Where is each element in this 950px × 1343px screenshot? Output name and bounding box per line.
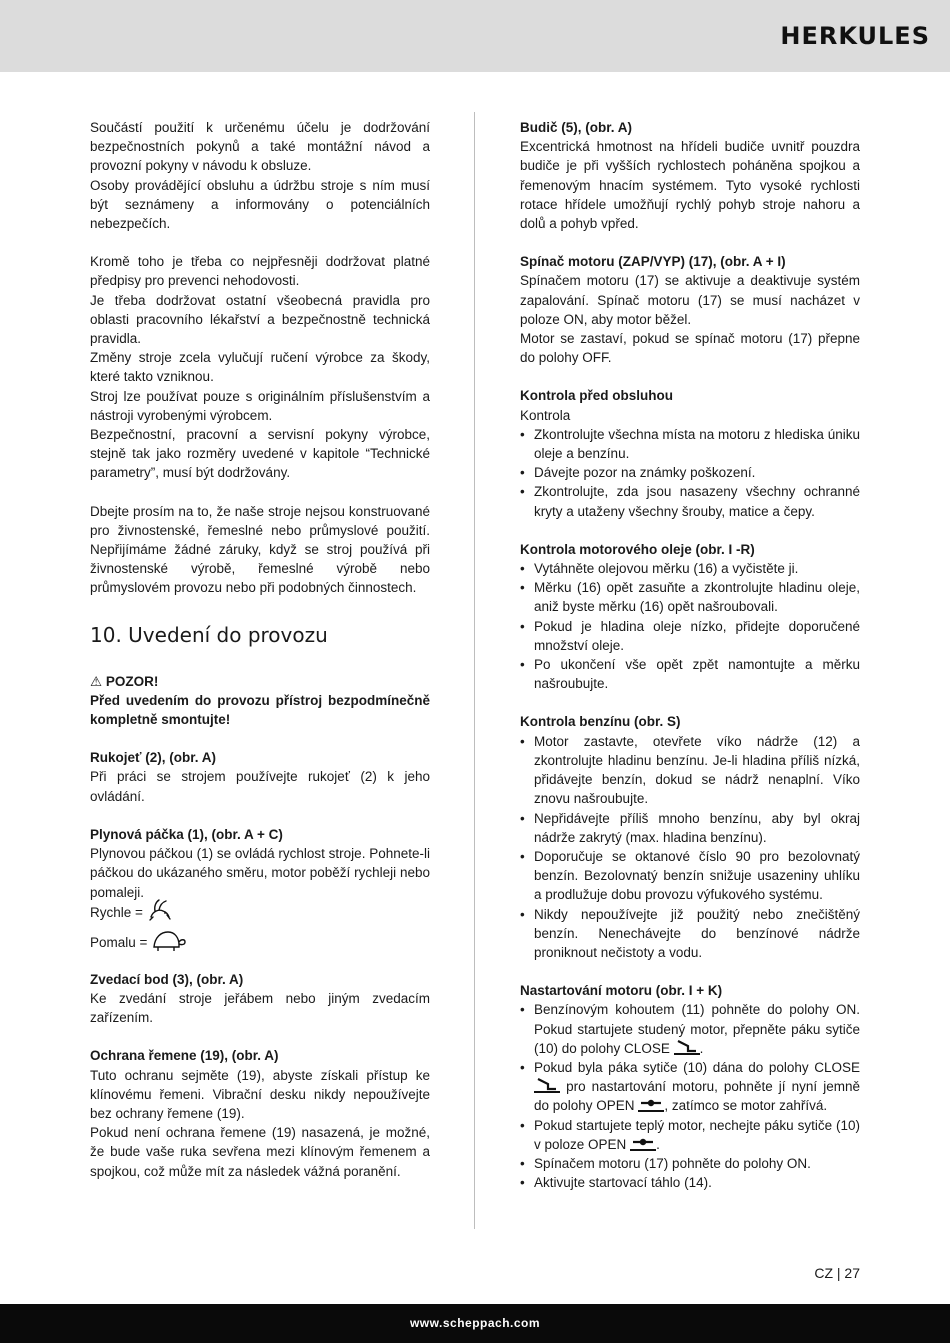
list-item: • Motor zastavte, otevřete víko nádrže (12) a zkontrolujte hladinu benzínu. Je-li hladina příliš nízká, přidávejte benzín, dokud se nádrž nenaplní. Víko znovu našroubujte. — [520, 732, 860, 809]
paragraph: Součástí použití k určenému účelu je dodržování bezpečnostních pokynů a také montážní návod a provozní pokyny v návodu k obsluze. — [90, 120, 430, 174]
choke-open-icon — [630, 1135, 656, 1151]
subheading: Nastartování motoru (obr. I + K) — [520, 983, 723, 999]
list-item: • Dávejte pozor na známky poškození. — [520, 463, 860, 482]
list-item: • Zkontrolujte všechna místa na motoru z hlediska úniku oleje a benzínu. — [520, 425, 860, 463]
paragraph: Pokud není ochrana řemene (19) nasazená, je možné, že bude vaše ruka sevřena mezi klínovým řemenem a spojkou, což může mít za následek vážná poranění. — [90, 1125, 430, 1179]
paragraph: Excentrická hmotnost na hřídeli budiče uvnitř pouzdra budiče je při vyšších rychlostech poháněna spojkou a řemenovým hnacím systémem. Tyto vysoké rychlosti rotace hřídele umožňují rychlý pohyb stroje nahoru a dolů a pohyb vpřed. — [520, 139, 860, 232]
list-item: • Nepřidávejte příliš mnoho benzínu, aby byl okraj nádrže zakrytý (max. hladina benzínu). — [520, 809, 860, 847]
start-list — [520, 1000, 860, 1192]
list-item: • Měrku (16) opět zasuňte a zkontrolujte hladinu oleje, aniž byste měrku (16) opět našroubovali. — [520, 578, 860, 616]
choke-open-icon — [638, 1096, 664, 1112]
subheading: Rukojeť (2), (obr. A) — [90, 750, 216, 766]
subheading: Kontrola motorového oleje (obr. I -R) — [520, 541, 755, 557]
choke-close-icon — [534, 1077, 560, 1093]
paragraph: Dbejte prosím na to, že naše stroje nejsou konstruované pro živnostenské, řemeslné nebo průmyslové použití. Nepřijímáme žádné záruky, když se stroj používá při živnostenské výrobě, řemeslné výrobě nebo průmyslovém provozu nebo při podobných činnostech. — [90, 503, 430, 596]
subheading: Spínač motoru (ZAP/VYP) (17), (obr. A + I) — [520, 254, 786, 270]
paragraph: Kromě toho je třeba co nejpřesněji dodržovat platné předpisy pro prevenci nehodovosti. — [90, 254, 430, 289]
list-item: • Vytáhněte olejovou měrku (16) a vyčistěte ji. — [520, 559, 860, 578]
section-heading: 10. Uvedení do provozu — [90, 622, 328, 647]
slow-label: Pomalu = — [90, 935, 148, 951]
warning-text: Před uvedením do provozu přístroj bezpodmínečně kompletně smontujte! — [90, 692, 430, 728]
paragraph: Změny stroje zcela vylučují ručení výrobce za škody, které takto vzniknou. — [90, 350, 430, 385]
right-column — [520, 118, 860, 1192]
subheading: Ochrana řemene (19), (obr. A) — [90, 1048, 279, 1064]
paragraph: Motor se zastaví, pokud se spínač motoru (17) přepne do polohy OFF. — [520, 331, 860, 366]
list-item: • Po ukončení vše opět zpět namontujte a měrku našroubujte. — [520, 655, 860, 693]
list-item: • Pokud startujete teplý motor, nechejte páku sytiče (10) v poloze OPEN . — [520, 1116, 860, 1154]
fuel-list — [520, 732, 860, 962]
paragraph: Plynovou páčkou (1) se ovládá rychlost stroje. Pohnete-li páčkou do ukázaného směru, motor poběží rychleji nebo pomaleji. — [90, 846, 430, 900]
list-item: • Nikdy nepoužívejte již použitý nebo znečištěný benzín. Nenechávejte do benzínové nádrže proniknout nečistoty a vodu. — [520, 905, 860, 963]
choke-close-icon — [674, 1039, 700, 1055]
page-number: CZ | 27 — [814, 1265, 860, 1281]
paragraph: Osoby provádějící obsluhu a údržbu stroje s ním musí být seznámeny a informovány o potenciálních nebezpečích. — [90, 177, 430, 232]
subheading: Plynová páčka (1), (obr. A + C) — [90, 826, 283, 842]
subheading: Kontrola před obsluhou — [520, 388, 673, 404]
list-item: • Spínačem motoru (17) pohněte do polohy ON. — [520, 1154, 860, 1173]
paragraph: Spínačem motoru (17) se aktivuje a deaktivuje systém zapalování. Spínač motoru (17) se musí nacházet v poloze ON, aby motor běžel. — [520, 273, 860, 327]
list-item: • Zkontrolujte, zda jsou nasazeny všechny ochranné kryty a utaženy všechny šrouby, matice a čepy. — [520, 482, 860, 520]
subheading: Budič (5), (obr. A) — [520, 120, 632, 135]
list-item: • Doporučuje se oktanové číslo 90 pro bezolovnatý benzín. Bezolovnatý benzín snižuje usazeniny uhlíku a prodlužuje dobu provozu výfukového systému. — [520, 847, 860, 905]
subheading: Zvedací bod (3), (obr. A) — [90, 971, 244, 987]
hare-icon — [143, 897, 173, 928]
turtle-icon — [147, 927, 187, 958]
page-header — [0, 0, 950, 72]
check-list — [520, 425, 860, 521]
warning-title: ⚠ POZOR! — [90, 673, 159, 689]
page-footer — [0, 1304, 950, 1343]
fast-label: Rychle = — [90, 905, 143, 921]
brand-logo: HERKULES — [780, 22, 930, 50]
website-url[interactable]: www.scheppach.com — [409, 1316, 541, 1330]
paragraph: Bezpečnostní, pracovní a servisní pokyny výrobce, stejně tak jako rozměry uvedené v kapitole “Technické parametry”, musí být dodržovány. — [90, 427, 430, 481]
paragraph: Ke zvedání stroje jeřábem nebo jiným zvedacím zařízením. — [90, 990, 430, 1026]
paragraph: Tuto ochranu sejměte (19), abyste získali přístup ke klínovému řemeni. Vibrační desku nikdy nepoužívejte bez ochrany řemene (19). — [90, 1067, 430, 1121]
list-item: • Aktivujte startovací táhlo (14). — [520, 1173, 860, 1192]
column-divider — [474, 112, 475, 1229]
paragraph: Při práci se strojem používejte rukojeť (2) k jeho ovládání. — [90, 769, 430, 804]
left-column — [90, 118, 430, 1181]
list-item: • Benzínovým kohoutem (11) pohněte do polohy ON. Pokud startujete studený motor, přepněte páku sytiče (10) do polohy CLOSE . — [520, 1000, 860, 1058]
paragraph: Kontrola — [520, 407, 571, 423]
paragraph: Stroj lze používat pouze s originálním příslušenstvím a nástroji vyrobenými výrobcem. — [90, 388, 430, 423]
list-item: • Pokud je hladina oleje nízko, přidejte doporučené množství oleje. — [520, 617, 860, 655]
paragraph: Je třeba dodržovat ostatní všeobecná pravidla pro oblasti pracovního lékařství a bezpečnostně technická pravidla. — [90, 292, 430, 347]
list-item: • Pokud byla páka sytiče (10) dána do polohy CLOSE pro nastartování motoru, pohněte jí nyní jemně do polohy OPEN , zatímco se motor zahřívá. — [520, 1058, 860, 1116]
subheading: Kontrola benzínu (obr. S) — [520, 714, 681, 730]
oil-list — [520, 559, 860, 693]
